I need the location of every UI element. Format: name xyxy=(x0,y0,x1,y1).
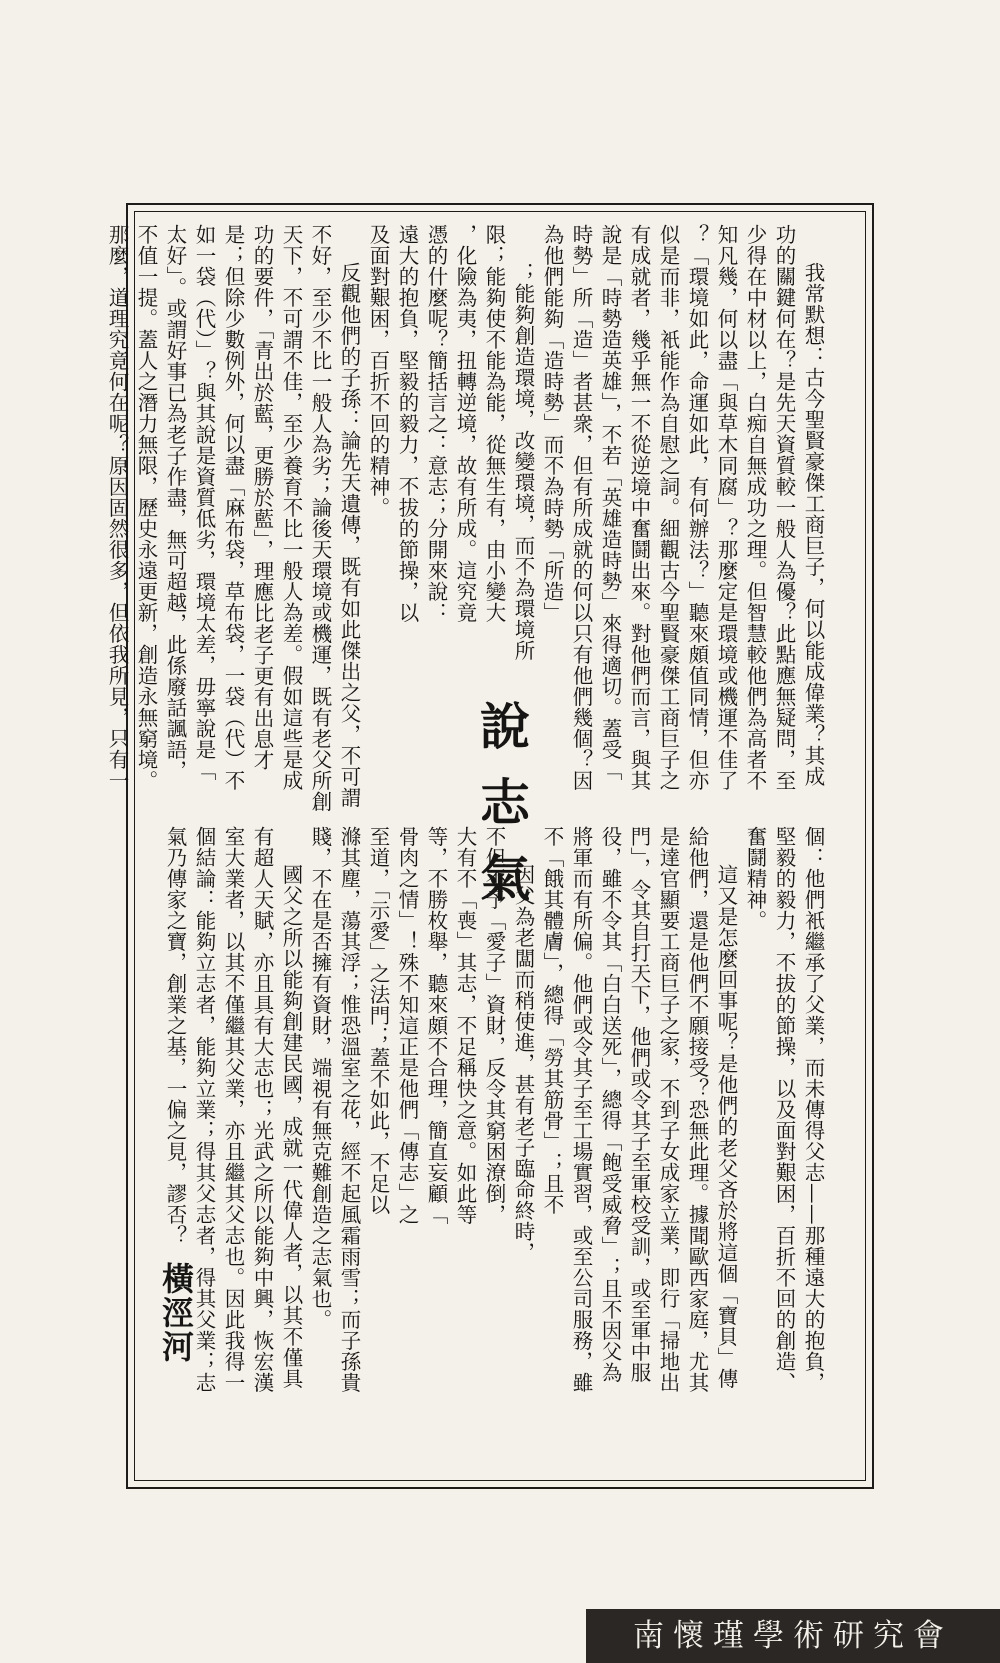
text-column: 不但不予「愛子」資財，反令其窮困潦倒， xyxy=(482,826,506,1225)
text-column: 不好，至少不比一般人為劣；論後天環境或機運，既有老父所創 xyxy=(308,224,332,812)
text-column: 知凡幾，何以盡「與草木同腐」？那麼定是環境或機運不佳了 xyxy=(714,224,738,791)
text-column: 似是而非，衹能作為自慰之詞。細觀古今聖賢豪傑工商巨子之 xyxy=(656,224,680,791)
text-column: 那麼，道理究竟何在呢？原因固然很多，但依我所見，只有一 xyxy=(105,224,129,791)
text-column: 役，雖不令其「白白送死」，總得「飽受威脅」；且不因父為 xyxy=(598,826,622,1383)
text-column: 這又是怎麼回事呢？是他們的老父吝於將這個「寶貝」傳 xyxy=(714,864,738,1389)
text-column: 我常默想：古今聖賢豪傑工商巨子，何以能成偉業？其成 xyxy=(801,262,825,787)
text-column: 功的要件，「青出於藍，更勝於藍」，理應比老子更有出息才 xyxy=(250,224,274,771)
text-column: 遠大的抱負，堅毅的毅力，不拔的節操，以 xyxy=(395,224,419,623)
text-column: 因父為老闆而稍使進，甚有老子臨命終時， xyxy=(511,864,535,1263)
text-column: 說是「時勢造英雄」，不若「英雄造時勢」來得適切。蓋受「 xyxy=(598,224,622,781)
text-column: 大有不「喪」其志，不足稱快之意。如此等 xyxy=(453,826,477,1225)
text-column: 不值一提。蓋人之潛力無限，歷史永遠更新，創造永無窮境。 xyxy=(134,224,158,791)
text-column: ？「環境如此，命運如此，有何辦法？」聽來頗值同情，但亦 xyxy=(685,224,709,791)
text-column: 至道，「示愛」之法門；蓋不如此，不足以 xyxy=(366,826,390,1215)
text-column: ，化險為夷，扭轉逆境，故有所成。這究竟 xyxy=(453,224,477,623)
text-column: 是達官顯要工商巨子之家，不到子女成家立業，即行「掃地出 xyxy=(656,826,680,1393)
text-column: 不「餓其體膚」，總得「勞其筋骨」；且不 xyxy=(540,826,564,1215)
text-column: 及面對艱困，百折不回的精神。 xyxy=(366,224,390,518)
text-column: 有超人天賦，亦且具有大志也；光武之所以能夠中興，恢宏漢 xyxy=(250,826,274,1393)
text-column: 國父之所以能夠創建民國，成就一代偉人者，以其不僅具 xyxy=(279,864,303,1389)
text-column: 天下，不可謂不佳，至少養育不比一般人為差。假如這些是成 xyxy=(279,224,303,791)
text-column: 太好」。或謂好事已為老子作盡，無可超越，此係廢話諷語， xyxy=(163,224,187,781)
text-column: 少得在中材以上，白痴自無成功之理。但智慧較他們為高者不 xyxy=(743,224,767,791)
text-column: 奮鬪精神。 xyxy=(743,826,767,931)
text-column: 賤，不在是否擁有資財，端視有無克難創造之志氣也。 xyxy=(308,826,332,1330)
organization-banner: 南懷瑾學術研究會 xyxy=(586,1609,1000,1663)
text-column: 等，不勝枚舉，聽來頗不合理，簡直妄顧「 xyxy=(424,826,448,1225)
text-column: 為他們能夠「造時勢」而不為時勢「所造」 xyxy=(540,224,564,623)
text-column: 如一袋（代）」？與其說是資質低劣，環境太差，毋寧說是「 xyxy=(192,224,216,781)
text-column: 氣乃傳家之寶，創業之基，一偏之見，謬否？ xyxy=(163,826,187,1246)
text-column: 室大業者，以其不僅繼其父業，亦且繼其父志也。因此我得一 xyxy=(221,826,245,1393)
text-column: 反觀他們的子孫：論先天遺傳，既有如此傑出之父，不可謂 xyxy=(337,262,361,808)
text-column: 憑的什麼呢？簡括言之：意志；分開來說： xyxy=(424,224,448,623)
text-column: 門」，令其自打天下，他們或令其子至軍校受訓，或至軍中服 xyxy=(627,826,651,1383)
text-column: 是；但除少數例外，何以盡「麻布袋，草布袋，一袋（代）不 xyxy=(221,224,245,791)
text-column: 限；能夠使不能為能，從無生有，由小變大 xyxy=(482,224,506,623)
text-column: 有成就者，幾乎無一不從逆境中奮鬪出來。對他們而言，與其 xyxy=(627,224,651,791)
text-column: 將軍而有所偏。他們或令其子至工場實習，或至公司服務，雖 xyxy=(569,826,593,1393)
text-column: 堅毅的毅力，不拔的節操，以及面對艱困，百折不回的創造、 xyxy=(772,826,796,1393)
article-author: 橫涇河 xyxy=(157,1262,195,1364)
text-column: 時勢」所「造」者甚衆，但有所成就的何以只有他們幾個？因 xyxy=(569,224,593,791)
text-column: 功的關鍵何在？是先天資質較一般人為優？此點應無疑問，至 xyxy=(772,224,796,791)
text-column: 給他們，還是他們不願接受？恐無此理。據聞歐西家庭，尤其 xyxy=(685,826,709,1393)
article-title: 說志氣 xyxy=(472,700,531,928)
text-column: ；能夠創造環境，改變環境，而不為環境所 xyxy=(511,262,535,661)
text-column: 個：他們衹繼承了父業，而未傳得父志——那種遠大的抱負， xyxy=(801,826,825,1393)
text-column: 骨肉之情」！殊不知這正是他們「傳志」之 xyxy=(395,826,419,1225)
text-column: 滌其塵，蕩其浮；惟恐溫室之花，經不起風霜雨雪；而子孫貴 xyxy=(337,826,361,1393)
text-column: 個結論：能夠立志者，能夠立業；得其父志者，得其父業；志 xyxy=(192,826,216,1393)
